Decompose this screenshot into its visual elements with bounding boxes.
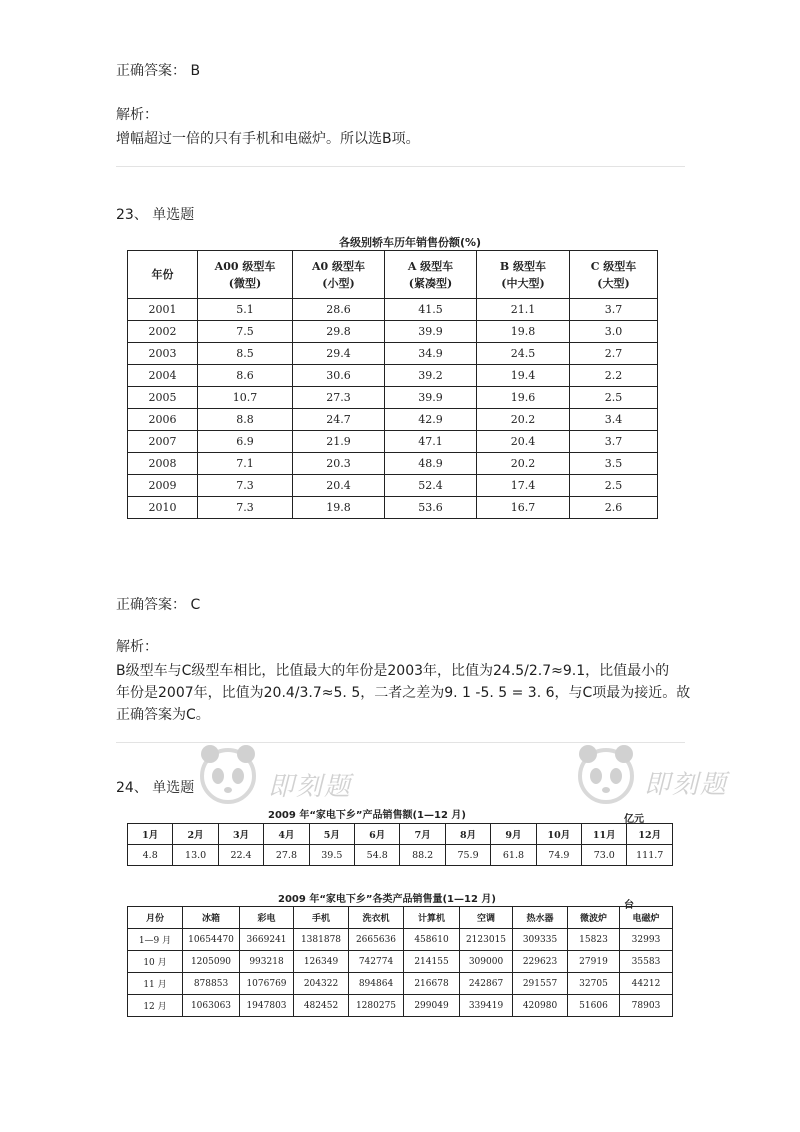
sales-value-cell: 54.8 xyxy=(355,845,400,866)
table-header-cell: 手机 xyxy=(294,907,349,929)
share-cell: 3.7 xyxy=(570,299,658,321)
volume-cell: 458610 xyxy=(404,929,460,951)
share-cell: 39.9 xyxy=(385,387,477,409)
share-cell: 28.6 xyxy=(293,299,385,321)
share-cell: 16.7 xyxy=(477,497,570,519)
table-header-cell: A00 级型车 (微型) xyxy=(198,251,293,299)
share-cell: 27.3 xyxy=(293,387,385,409)
table-row xyxy=(128,321,658,343)
q23-analysis-label: 解析： xyxy=(116,639,158,655)
share-cell: 19.4 xyxy=(477,365,570,387)
q23-header: 23、 单选题 xyxy=(116,207,195,223)
sales-value-cell: 61.8 xyxy=(491,845,536,866)
watermark-text: 即刻题 xyxy=(268,772,353,802)
month-cell: 10 月 xyxy=(128,951,183,973)
table-row xyxy=(128,387,658,409)
table-row xyxy=(128,409,658,431)
month-cell: 3月 xyxy=(218,824,263,845)
year-cell: 2006 xyxy=(128,409,198,431)
volume-cell: 1947803 xyxy=(240,995,294,1017)
q24-volume-caption: 2009 年“家电下乡”各类产品销售量(1—12 月) xyxy=(278,894,496,905)
table-header-row xyxy=(128,907,673,929)
watermark-text: 即刻题 xyxy=(644,770,729,800)
q22-answer-value: B xyxy=(190,63,201,79)
table-header-cell: B 级型车 (中大型) xyxy=(477,251,570,299)
panda-watermark-right xyxy=(574,742,800,814)
share-cell: 39.2 xyxy=(385,365,477,387)
sales-value-cell: 88.2 xyxy=(400,845,445,866)
share-cell: 30.6 xyxy=(293,365,385,387)
panda-watermark-icon xyxy=(196,742,266,810)
volume-cell: 742774 xyxy=(349,951,404,973)
table-header-cell: 月份 xyxy=(128,907,183,929)
value-row xyxy=(128,845,673,866)
share-cell: 21.1 xyxy=(477,299,570,321)
volume-cell: 78903 xyxy=(620,995,673,1017)
volume-cell: 878853 xyxy=(183,973,240,995)
table-header-cell: 热水器 xyxy=(513,907,568,929)
sales-value-cell: 75.9 xyxy=(445,845,490,866)
year-cell: 2004 xyxy=(128,365,198,387)
volume-cell: 299049 xyxy=(404,995,460,1017)
share-cell: 47.1 xyxy=(385,431,477,453)
q23-answer xyxy=(116,594,200,616)
q22-analysis-label: 解析： xyxy=(116,107,158,123)
volume-cell: 15823 xyxy=(568,929,620,951)
volume-cell: 10654470 xyxy=(183,929,240,951)
share-cell: 20.3 xyxy=(293,453,385,475)
share-cell: 8.5 xyxy=(198,343,293,365)
table-header-cell: 洗衣机 xyxy=(349,907,404,929)
volume-cell: 993218 xyxy=(240,951,294,973)
sales-value-cell: 13.0 xyxy=(173,845,218,866)
q24-sales-unit: 亿元 xyxy=(624,814,644,825)
panda-watermark-icon xyxy=(574,742,644,806)
volume-cell: 1280275 xyxy=(349,995,404,1017)
month-cell: 12月 xyxy=(627,824,673,845)
share-cell: 42.9 xyxy=(385,409,477,431)
volume-cell: 216678 xyxy=(404,973,460,995)
share-cell: 2.5 xyxy=(570,387,658,409)
share-cell: 41.5 xyxy=(385,299,477,321)
volume-cell: 3669241 xyxy=(240,929,294,951)
share-cell: 20.2 xyxy=(477,453,570,475)
share-cell: 2.5 xyxy=(570,475,658,497)
month-cell: 5月 xyxy=(309,824,354,845)
share-cell: 7.5 xyxy=(198,321,293,343)
share-cell: 3.7 xyxy=(570,431,658,453)
volume-cell: 482452 xyxy=(294,995,349,1017)
share-cell: 3.4 xyxy=(570,409,658,431)
volume-cell: 291557 xyxy=(513,973,568,995)
share-cell: 7.3 xyxy=(198,497,293,519)
year-cell: 2003 xyxy=(128,343,198,365)
table-header-cell: 冰箱 xyxy=(183,907,240,929)
sales-value-cell: 22.4 xyxy=(218,845,263,866)
month-row xyxy=(128,824,673,845)
month-cell: 1—9 月 xyxy=(128,929,183,951)
q22-analysis-text: 增幅超过一倍的只有手机和电磁炉。所以选B项。 xyxy=(116,131,420,147)
sales-value-cell: 111.7 xyxy=(627,845,673,866)
volume-cell: 242867 xyxy=(460,973,513,995)
q23-analysis-line: 正确答案为C。 xyxy=(116,707,210,723)
sales-value-cell: 74.9 xyxy=(536,845,581,866)
divider xyxy=(116,166,685,167)
q24-sales-table xyxy=(127,823,673,866)
share-cell: 24.5 xyxy=(477,343,570,365)
share-cell: 20.4 xyxy=(477,431,570,453)
month-cell: 9月 xyxy=(491,824,536,845)
q22-answer-label: 正确答案： xyxy=(116,63,186,79)
volume-cell: 126349 xyxy=(294,951,349,973)
month-cell: 12 月 xyxy=(128,995,183,1017)
table-header-row xyxy=(128,251,658,299)
share-cell: 20.4 xyxy=(293,475,385,497)
share-cell: 8.6 xyxy=(198,365,293,387)
share-cell: 29.8 xyxy=(293,321,385,343)
volume-cell: 229623 xyxy=(513,951,568,973)
volume-cell: 27919 xyxy=(568,951,620,973)
share-cell: 7.3 xyxy=(198,475,293,497)
q23-analysis-line: B级型车与C级型车相比，比值最大的年份是2003年，比值为24.5/2.7≈9.1，比值最小的 xyxy=(116,663,670,679)
volume-cell: 204322 xyxy=(294,973,349,995)
share-cell: 34.9 xyxy=(385,343,477,365)
month-cell: 11月 xyxy=(582,824,627,845)
share-cell: 17.4 xyxy=(477,475,570,497)
table-row xyxy=(128,365,658,387)
sales-value-cell: 27.8 xyxy=(264,845,309,866)
share-cell: 39.9 xyxy=(385,321,477,343)
year-cell: 2001 xyxy=(128,299,198,321)
table-header-cell: C 级型车 (大型) xyxy=(570,251,658,299)
q23-sales-share-table xyxy=(127,250,658,519)
sales-value-cell: 4.8 xyxy=(128,845,173,866)
table-header-cell: 年份 xyxy=(128,251,198,299)
share-cell: 52.4 xyxy=(385,475,477,497)
table-header-cell: 彩电 xyxy=(240,907,294,929)
volume-cell: 339419 xyxy=(460,995,513,1017)
share-cell: 3.5 xyxy=(570,453,658,475)
year-cell: 2009 xyxy=(128,475,198,497)
q23-analysis-line: 年份是2007年，比值为20.4/3.7≈5. 5，二者之差为9. 1 -5. 5 = 3. 6，与C项最为接近。故 xyxy=(116,685,691,701)
q24-header: 24、 单选题 xyxy=(116,780,195,796)
table-row xyxy=(128,475,658,497)
month-cell: 6月 xyxy=(355,824,400,845)
table-row xyxy=(128,973,673,995)
share-cell: 2.6 xyxy=(570,497,658,519)
volume-cell: 1063063 xyxy=(183,995,240,1017)
q22-answer xyxy=(116,60,200,82)
share-cell: 20.2 xyxy=(477,409,570,431)
table-header-cell: A 级型车 (紧凑型) xyxy=(385,251,477,299)
q23-answer-label: 正确答案： xyxy=(116,597,186,613)
month-cell: 7月 xyxy=(400,824,445,845)
volume-cell: 44212 xyxy=(620,973,673,995)
year-cell: 2010 xyxy=(128,497,198,519)
share-cell: 29.4 xyxy=(293,343,385,365)
q24-volume-unit: 台 xyxy=(624,900,634,911)
table-header-cell: A0 级型车 (小型) xyxy=(293,251,385,299)
q24-volume-table xyxy=(127,906,673,1017)
q23-answer-value: C xyxy=(190,597,201,613)
table-row xyxy=(128,497,658,519)
share-cell: 21.9 xyxy=(293,431,385,453)
month-cell: 11 月 xyxy=(128,973,183,995)
sales-value-cell: 39.5 xyxy=(309,845,354,866)
volume-cell: 2665636 xyxy=(349,929,404,951)
volume-cell: 214155 xyxy=(404,951,460,973)
q24-sales-caption: 2009 年“家电下乡”产品销售额(1—12 月) xyxy=(268,810,466,821)
table-row xyxy=(128,299,658,321)
table-row xyxy=(128,453,658,475)
table-row xyxy=(128,929,673,951)
share-cell: 24.7 xyxy=(293,409,385,431)
share-cell: 2.7 xyxy=(570,343,658,365)
table-row xyxy=(128,343,658,365)
share-cell: 53.6 xyxy=(385,497,477,519)
volume-cell: 32993 xyxy=(620,929,673,951)
table-header-cell: 微波炉 xyxy=(568,907,620,929)
volume-cell: 32705 xyxy=(568,973,620,995)
month-cell: 1月 xyxy=(128,824,173,845)
volume-cell: 309335 xyxy=(513,929,568,951)
share-cell: 10.7 xyxy=(198,387,293,409)
table-header-cell: 空调 xyxy=(460,907,513,929)
month-cell: 4月 xyxy=(264,824,309,845)
volume-cell: 309000 xyxy=(460,951,513,973)
month-cell: 2月 xyxy=(173,824,218,845)
volume-cell: 1205090 xyxy=(183,951,240,973)
sales-value-cell: 73.0 xyxy=(582,845,627,866)
table-header-cell: 电磁炉 xyxy=(620,907,673,929)
year-cell: 2008 xyxy=(128,453,198,475)
table-row xyxy=(128,995,673,1017)
year-cell: 2002 xyxy=(128,321,198,343)
share-cell: 19.8 xyxy=(477,321,570,343)
volume-cell: 1076769 xyxy=(240,973,294,995)
table-row xyxy=(128,431,658,453)
volume-cell: 2123015 xyxy=(460,929,513,951)
share-cell: 19.6 xyxy=(477,387,570,409)
share-cell: 2.2 xyxy=(570,365,658,387)
volume-cell: 420980 xyxy=(513,995,568,1017)
share-cell: 7.1 xyxy=(198,453,293,475)
volume-cell: 894864 xyxy=(349,973,404,995)
share-cell: 19.8 xyxy=(293,497,385,519)
table-row xyxy=(128,951,673,973)
table-header-cell: 计算机 xyxy=(404,907,460,929)
month-cell: 10月 xyxy=(536,824,581,845)
share-cell: 6.9 xyxy=(198,431,293,453)
month-cell: 8月 xyxy=(445,824,490,845)
volume-cell: 35583 xyxy=(620,951,673,973)
share-cell: 48.9 xyxy=(385,453,477,475)
volume-cell: 1381878 xyxy=(294,929,349,951)
q23-analysis-text xyxy=(116,660,696,726)
share-cell: 8.8 xyxy=(198,409,293,431)
year-cell: 2005 xyxy=(128,387,198,409)
share-cell: 5.1 xyxy=(198,299,293,321)
q23-table-caption: 各级别轿车历年销售份额(%) xyxy=(338,236,482,249)
year-cell: 2007 xyxy=(128,431,198,453)
volume-cell: 51606 xyxy=(568,995,620,1017)
share-cell: 3.0 xyxy=(570,321,658,343)
